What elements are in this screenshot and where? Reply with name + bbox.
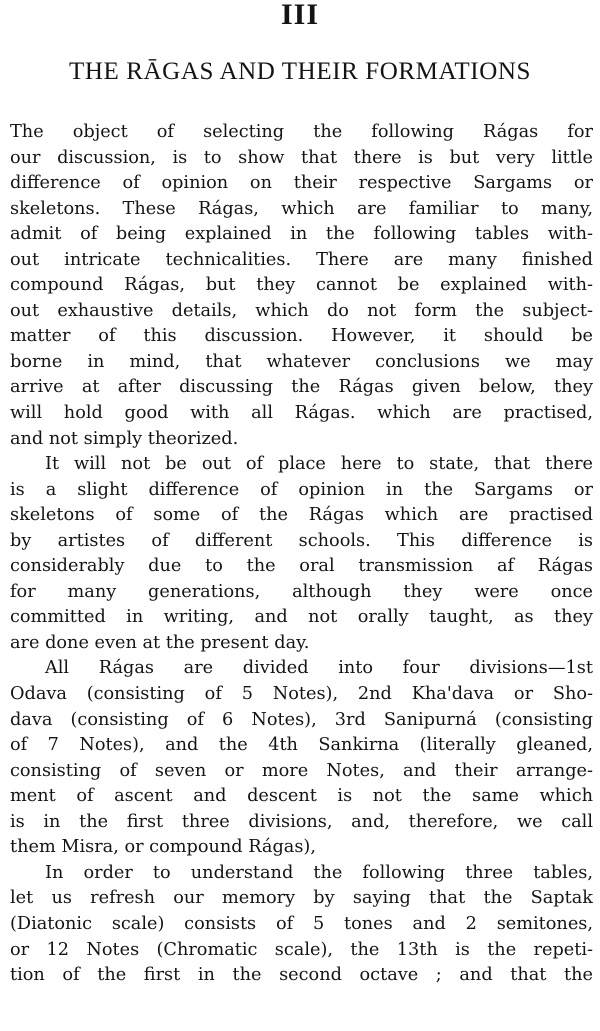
text-line: borne in mind, that whatever conclusions we may [10,351,593,372]
text-line: arrive at after discussing the Rágas given below, they [10,377,593,398]
text-line: difference of opinion on their respective Sargams or [10,173,593,194]
text-line: is in the first three divisions, and, therefore, we call [10,811,593,832]
text-line: out intricate technicalities. There are many finished [10,249,593,270]
body-text [10,120,593,989]
text-line: of 7 Notes), and the 4th Sankirna (literally gleaned, [10,735,593,756]
text-line: All Rágas are divided into four divisions—1st [45,658,593,679]
text-line: our discussion, is to show that there is but very little [10,147,593,168]
text-line: dava (consisting of 6 Notes), 3rd Sanipurná (consisting [10,709,593,730]
text-line: will hold good with all Rágas. which are practised, [10,403,593,424]
chapter-title: THE RĀGAS AND THEIR FORMATIONS [68,58,532,85]
text-line: is a slight difference of opinion in the Sargams or [10,479,593,500]
text-line: and not simply theorized. [10,428,239,449]
text-line: skeletons. These Rágas, which are familiar to many, [10,198,593,219]
text-line: for many generations, although they were once [10,581,593,602]
text-line: consisting of seven or more Notes, and their arrange- [10,760,593,781]
text-line: In order to understand the following three tables, [45,862,593,883]
text-line: compound Rágas, but they cannot be explained with- [10,275,593,296]
text-line: let us refresh our memory by saying that the Saptak [10,888,593,909]
text-line: them Misra, or compound Rágas), [10,837,316,858]
text-line: tion of the first in the second octave ; and that the [10,965,593,986]
text-line: skeletons of some of the Rágas which are practised [10,505,593,526]
text-line: matter of this discussion. However, it should be [10,326,593,347]
text-line: The object of selecting the following Rágas for [10,122,593,142]
text-line: by artistes of different schools. This difference is [10,530,593,551]
text-line: committed in writing, and not orally taught, as they [10,607,593,628]
chapter-number: III [280,0,320,31]
text-line: out exhaustive details, which do not form the subject- [10,300,593,321]
text-line: It will not be out of place here to state, that there [45,454,593,475]
text-line: admit of being explained in the following tables with- [10,224,593,245]
text-line: (Diatonic scale) consists of 5 tones and 2 semitones, [10,913,593,934]
text-line: considerably due to the oral transmission af Rágas [10,556,593,577]
text-line: are done even at the present day. [10,632,310,653]
text-line: or 12 Notes (Chromatic scale), the 13th is the repeti- [10,939,593,960]
text-line: ment of ascent and descent is not the same which [10,786,593,807]
text-line: Odava (consisting of 5 Notes), 2nd Kha'dava or Sho- [10,684,593,705]
